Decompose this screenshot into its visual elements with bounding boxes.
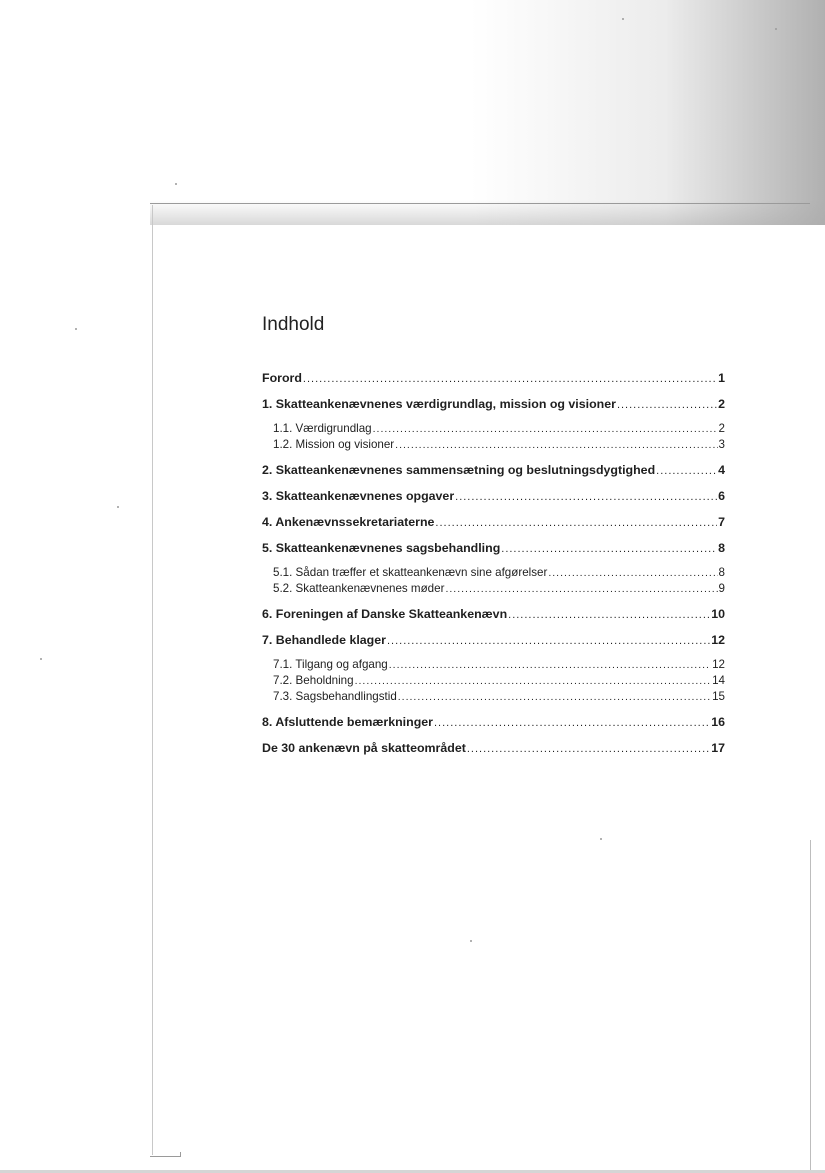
toc-leader (508, 609, 710, 621)
toc-entry-label: 3. Skatteankenævnenes opgaver (262, 489, 455, 503)
toc-entry-page: 9 (718, 582, 725, 595)
toc-entry-label: 2. Skatteankenævnenes sammensætning og beslutningsdygtighed (262, 463, 656, 477)
toc-entry-page: 2 (718, 422, 725, 435)
toc-entry-page: 8 (718, 541, 725, 555)
toc-entry-page: 10 (711, 607, 725, 621)
toc-leader (656, 465, 717, 477)
toc-entry-page: 14 (712, 674, 725, 687)
toc-entry-chapter-4[interactable] (262, 515, 725, 532)
toc-entry-label: 8. Afsluttende bemærkninger (262, 715, 433, 729)
scan-speck (40, 658, 42, 660)
page-edge-right (810, 840, 811, 1170)
toc-entry-chapter-7[interactable] (262, 633, 725, 650)
toc-entry-label: 6. Foreningen af Danske Skatteankenævn (262, 607, 508, 621)
toc-entry-page: 7 (718, 515, 725, 529)
scan-speck (600, 838, 602, 840)
scan-speck (470, 940, 472, 942)
toc-leader (373, 423, 718, 435)
toc-entry-page: 17 (711, 741, 725, 755)
toc-leader (617, 399, 717, 411)
toc-entry-label: 1.2. Mission og visioner (273, 438, 395, 451)
scan-speck (117, 506, 119, 508)
toc-entry-label: 5. Skatteankenævnenes sagsbehandling (262, 541, 501, 555)
scan-speck (175, 183, 177, 185)
toc-entry-chapter-1[interactable] (262, 397, 725, 414)
toc-entry-page: 15 (712, 690, 725, 703)
toc-title: Indhold (262, 314, 325, 335)
toc-entry-page: 8 (718, 566, 725, 579)
toc-leader (395, 439, 717, 451)
scan-speck (75, 328, 77, 330)
toc-entry-chapter-2[interactable] (262, 463, 725, 480)
toc-entry-page: 12 (711, 633, 725, 647)
toc-entry-section-7-2[interactable] (262, 674, 725, 690)
toc-leader (434, 717, 710, 729)
scan-speck (622, 18, 624, 20)
toc-entry-section-5-1[interactable] (262, 566, 725, 582)
toc-entry-label: De 30 ankenævn på skatteområdet (262, 741, 466, 755)
toc-entry-label: 7.1. Tilgang og afgang (273, 658, 388, 671)
toc-entry-section-5-2[interactable] (262, 582, 725, 598)
toc-entry-page: 4 (718, 463, 725, 477)
page-edge-left (152, 205, 153, 1155)
toc-leader (398, 691, 711, 703)
toc-entry-page: 12 (712, 658, 725, 671)
toc-leader (467, 743, 710, 755)
toc-entry-label: 7.2. Beholdning (273, 674, 354, 687)
toc-leader (387, 635, 710, 647)
toc-entry-chapter-3[interactable] (262, 489, 725, 506)
toc-entry-page: 16 (711, 715, 725, 729)
toc-entry-section-1-1[interactable] (262, 422, 725, 438)
toc-entry-label: Forord (262, 371, 302, 385)
toc-leader (355, 675, 712, 687)
toc-entry-label: 5.1. Sådan træffer et skatteankenævn sine afgørelser (273, 566, 548, 579)
toc-leader (455, 491, 717, 503)
toc-leader (501, 543, 717, 555)
page-edge-corner (150, 1152, 181, 1157)
toc-entry-chapter-6[interactable] (262, 607, 725, 624)
page-edge-top (150, 203, 810, 204)
toc-entry-page: 2 (718, 397, 725, 411)
toc-entry-section-1-2[interactable] (262, 438, 725, 454)
toc-entry-label: 1.1. Værdigrundlag (273, 422, 372, 435)
toc-entry-page: 3 (718, 438, 725, 451)
toc-entry-forord[interactable] (262, 371, 725, 388)
toc-leader (548, 567, 717, 579)
toc-entry-label: 7.3. Sagsbehandlingstid (273, 690, 397, 703)
scan-shadow (470, 0, 825, 225)
toc-entry-section-7-1[interactable] (262, 658, 725, 674)
toc-leader (389, 659, 711, 671)
toc-entry-chapter-5[interactable] (262, 541, 725, 558)
toc-entry-page: 6 (718, 489, 725, 503)
toc-entry-label: 1. Skatteankenævnenes værdigrundlag, mission og visioner (262, 397, 616, 411)
table-of-contents (262, 371, 725, 758)
toc-entry-label: 5.2. Skatteankenævnenes møder (273, 582, 445, 595)
scan-speck (775, 28, 777, 30)
toc-leader (435, 517, 717, 529)
toc-entry-label: 7. Behandlede klager (262, 633, 386, 647)
toc-leader (445, 583, 717, 595)
toc-entry-chapter-8[interactable] (262, 715, 725, 732)
toc-entry-page: 1 (718, 371, 725, 385)
toc-entry-label: 4. Ankenævnssekretariaterne (262, 515, 435, 529)
toc-entry-appendix[interactable] (262, 741, 725, 758)
toc-entry-section-7-3[interactable] (262, 690, 725, 706)
toc-leader (303, 373, 717, 385)
